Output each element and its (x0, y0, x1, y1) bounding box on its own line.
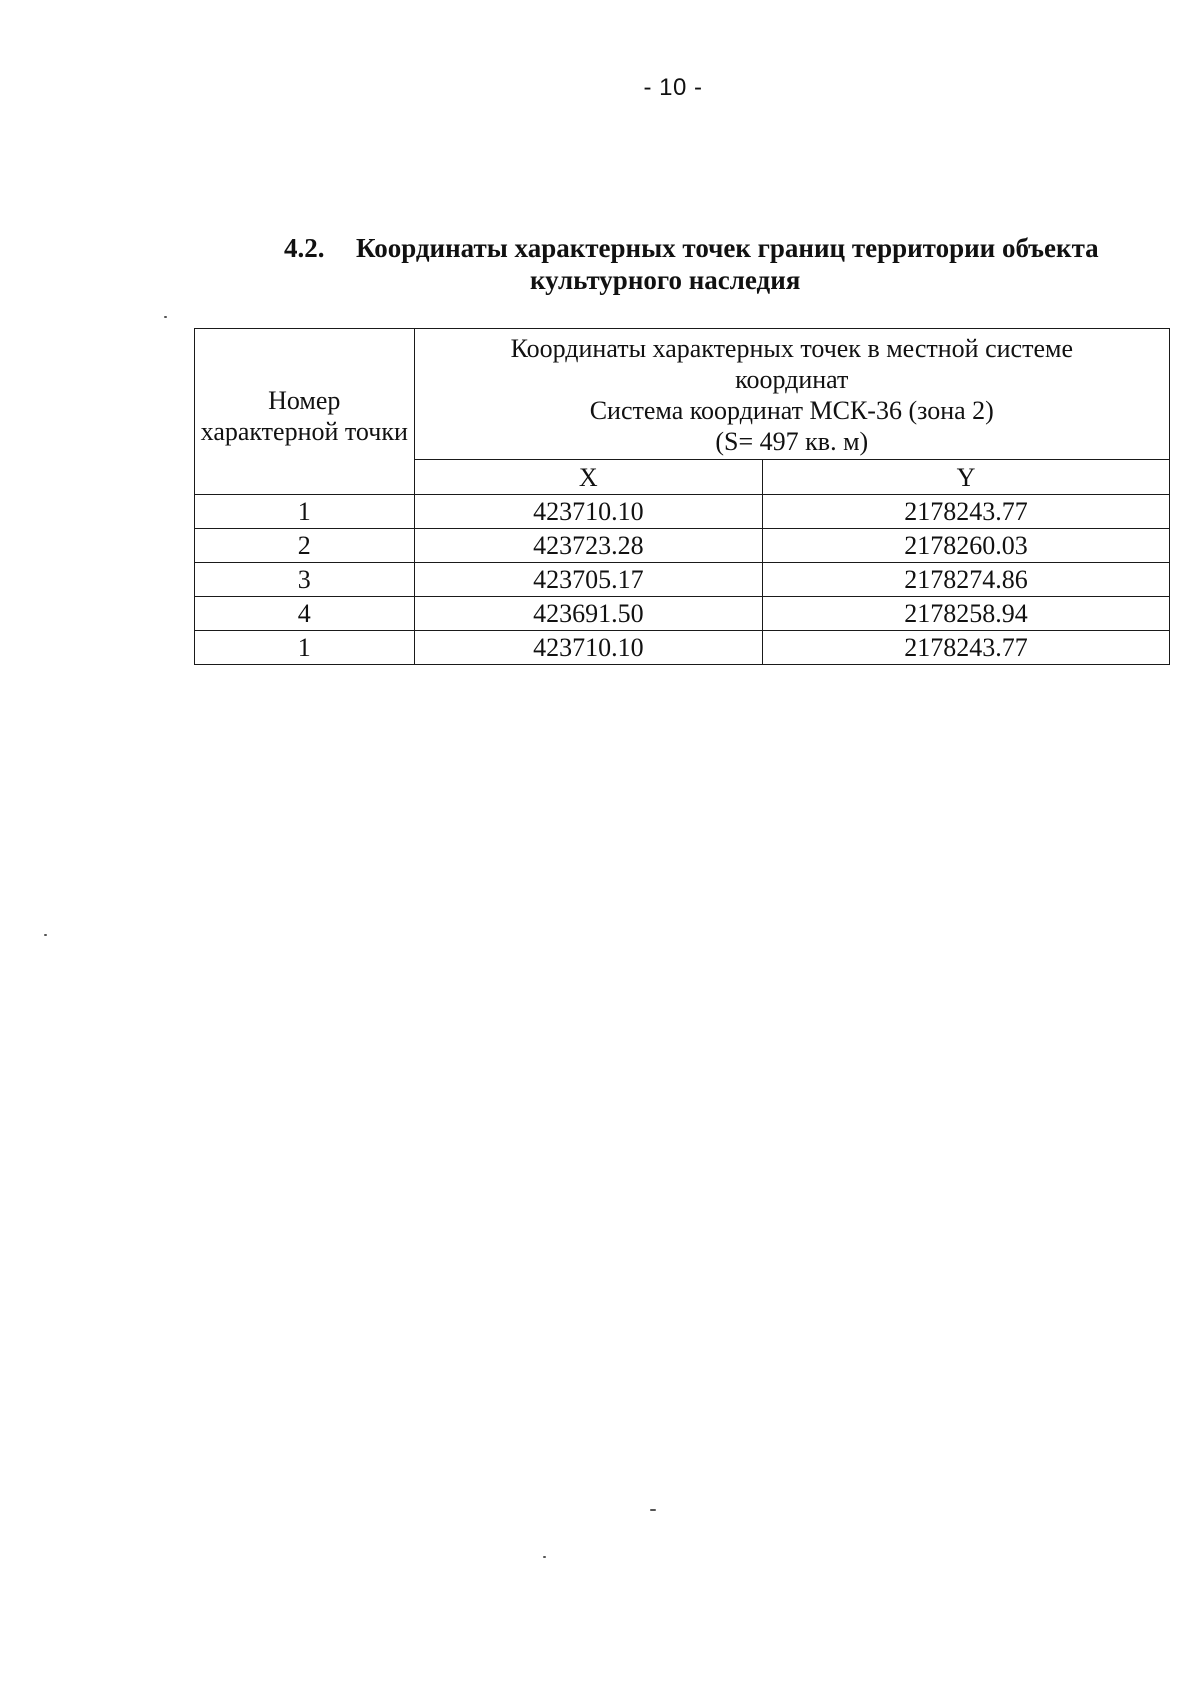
cell-point: 1 (195, 631, 415, 665)
cell-x: 423723.28 (414, 529, 763, 563)
table-row (195, 631, 1170, 665)
cell-y: 2178274.86 (763, 563, 1170, 597)
cell-y: 2178243.77 (763, 495, 1170, 529)
cell-x: 423705.17 (414, 563, 763, 597)
cell-point: 4 (195, 597, 415, 631)
section-heading (284, 232, 1164, 296)
table-row (195, 529, 1170, 563)
section-title-line1: Координаты характерных точек границ территории объекта (356, 233, 1099, 263)
header-coordinates-group (414, 329, 1169, 460)
table-row (195, 597, 1170, 631)
scan-speck (650, 1509, 656, 1511)
table-header-row (195, 329, 1170, 460)
section-title-line2: культурного наследия (530, 265, 801, 295)
header-y: Y (763, 460, 1170, 495)
header-x: X (414, 460, 763, 495)
header-point-number: Номер характерной точки (195, 329, 415, 495)
cell-y: 2178258.94 (763, 597, 1170, 631)
cell-x: 423710.10 (414, 631, 763, 665)
page-number: - 10 - (643, 74, 703, 101)
scan-speck (543, 1556, 546, 1558)
cell-point: 3 (195, 563, 415, 597)
header-group-line: координат (735, 365, 849, 394)
header-group-line: Система координат МСК-36 (зона 2) (589, 396, 994, 425)
section-number: 4.2. (284, 233, 325, 263)
table-row (195, 495, 1170, 529)
header-group-line: (S= 497 кв. м) (715, 427, 869, 456)
cell-x: 423691.50 (414, 597, 763, 631)
cell-y: 2178243.77 (763, 631, 1170, 665)
scan-speck (164, 316, 167, 318)
section-heading-line1 (284, 232, 1164, 264)
cell-point: 2 (195, 529, 415, 563)
scan-speck (44, 934, 47, 936)
coordinates-table (194, 328, 1170, 665)
table-row (195, 563, 1170, 597)
cell-point: 1 (195, 495, 415, 529)
cell-y: 2178260.03 (763, 529, 1170, 563)
header-group-line: Координаты характерных точек в местной системе (510, 334, 1073, 363)
cell-x: 423710.10 (414, 495, 763, 529)
